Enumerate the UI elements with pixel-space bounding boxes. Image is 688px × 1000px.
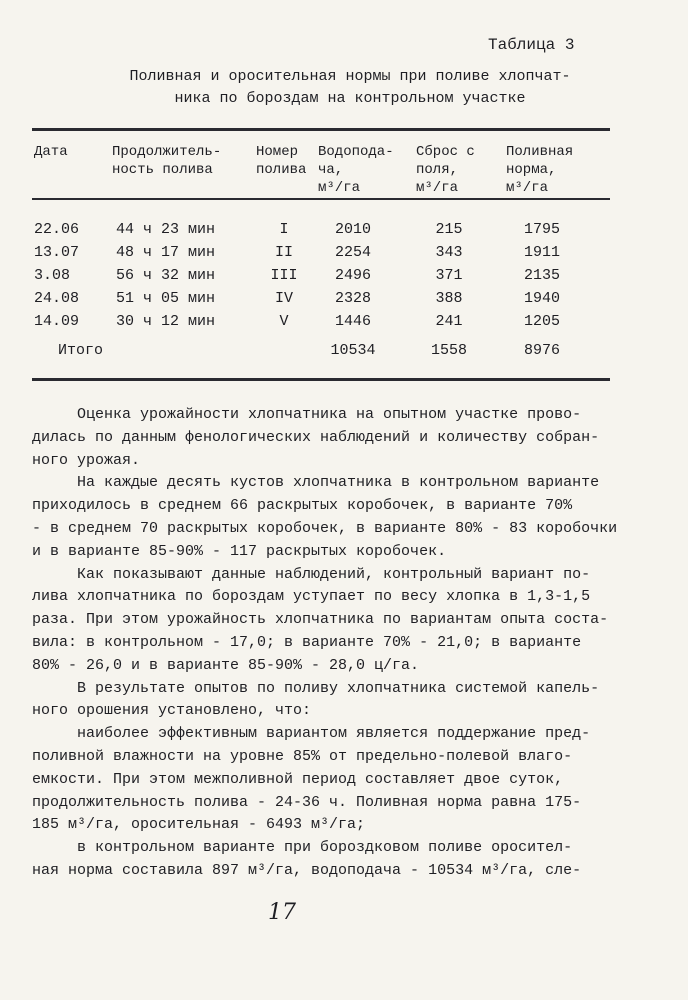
- text-line: На каждые десять кустов хлопчатника в контрольном варианте: [32, 474, 600, 492]
- column-header-irrigation-number: Номер полива: [256, 144, 307, 178]
- text-line: поливной влажности на уровне 85% от предельно-полевой влаго-: [32, 747, 573, 765]
- cell-number: III: [270, 267, 298, 284]
- cell-date: 13.07: [34, 244, 80, 261]
- text-line: приходилось в среднем 66 раскрытых коробочек, в варианте 70%: [32, 497, 573, 515]
- column-header-date: Дата: [34, 144, 68, 160]
- column-header-discharge: Сброс с поля, м³/га: [416, 144, 475, 196]
- text-line: и в варианте 85-90% - 117 раскрытых коробочек.: [32, 542, 447, 560]
- table-label: Таблица 3: [488, 36, 575, 54]
- cell-date: 3.08: [34, 267, 71, 284]
- text-line: емкости. При этом межполивной период составляет двое суток,: [32, 770, 564, 788]
- cell-supply: 2010: [334, 221, 371, 238]
- cell-number: II: [274, 244, 293, 261]
- text-line: раза. При этом урожайность хлопчатника по вариантам опыта соста-: [32, 611, 609, 629]
- total-discharge: 1558: [430, 342, 467, 359]
- body-text: [32, 404, 622, 883]
- column-header-water-supply: Водопода- ча, м³/га: [318, 144, 394, 196]
- cell-supply: 2254: [334, 244, 371, 261]
- text-line: ного орошения установлено, что:: [32, 702, 312, 720]
- cell-discharge: 215: [435, 221, 463, 238]
- text-line: Оценка урожайности хлопчатника на опытном участке прово-: [32, 406, 582, 423]
- text-line: 185 м³/га, оросительная - 6493 м³/га;: [32, 816, 366, 834]
- cell-duration: 44 ч 23 мин: [116, 221, 216, 238]
- cell-norm: 1795: [523, 221, 560, 238]
- text-line: лива хлопчатника по бороздам уступает по весу хлопка в 1,3-1,5: [32, 588, 591, 606]
- text-line: наиболее эффективным вариантом является поддержание пред-: [32, 725, 591, 743]
- cell-discharge: 241: [435, 313, 463, 330]
- text-line: Как показывают данные наблюдений, контрольный вариант по-: [32, 565, 591, 583]
- table-header-rule: [32, 198, 610, 200]
- table-top-rule: [32, 128, 610, 131]
- cell-date: 22.06: [34, 221, 80, 238]
- text-line: продолжительность полива - 24-36 ч. Поливная норма равна 175-: [32, 793, 582, 811]
- cell-date: 14.09: [34, 313, 80, 330]
- cell-number: IV: [274, 290, 293, 307]
- column-header-irrigation-norm: Поливная норма, м³/га: [506, 144, 574, 196]
- cell-supply: 2328: [334, 290, 371, 307]
- table-title: [80, 66, 620, 110]
- cell-duration: 51 ч 05 мин: [116, 290, 216, 307]
- table-bottom-rule: [32, 378, 610, 381]
- text-line: вила: в контрольном - 17,0; в варианте 70% - 21,0; в варианте: [32, 633, 582, 651]
- cell-date: 24.08: [34, 290, 80, 307]
- cell-norm: 1205: [523, 313, 560, 330]
- cell-supply: 2496: [334, 267, 371, 284]
- cell-norm: 1940: [523, 290, 560, 307]
- text-line: В результате опытов по поливу хлопчатника системой капель-: [32, 679, 600, 697]
- text-line: дилась по данным фенологических наблюдений и количеству собран-: [32, 428, 600, 446]
- cell-number: I: [279, 221, 289, 238]
- title-line: ника по бороздам на контрольном участке: [174, 90, 526, 107]
- text-line: ная норма составила 897 м³/га, водоподача - 10534 м³/га, сле-: [32, 861, 582, 879]
- page-number: 17: [268, 900, 296, 925]
- cell-supply: 1446: [334, 313, 371, 330]
- column-header-duration: Продолжитель- ность полива: [112, 144, 222, 178]
- total-supply: 10534: [330, 342, 376, 359]
- text-line: ного урожая.: [32, 451, 141, 469]
- cell-norm: 1911: [523, 244, 560, 261]
- cell-duration: 30 ч 12 мин: [116, 313, 216, 330]
- cell-discharge: 343: [435, 244, 463, 261]
- text-line: 80% - 26,0 и в варианте 85-90% - 28,0 ц/га.: [32, 656, 420, 674]
- cell-discharge: 388: [435, 290, 463, 307]
- cell-duration: 56 ч 32 мин: [116, 267, 216, 284]
- cell-discharge: 371: [435, 267, 463, 284]
- text-line: в контрольном варианте при бороздковом поливе оросител-: [32, 839, 573, 857]
- text-line: - в среднем 70 раскрытых коробочек, в варианте 80% - 83 коробочки: [32, 519, 618, 537]
- cell-norm: 2135: [523, 267, 560, 284]
- total-norm: 8976: [523, 342, 560, 359]
- cell-duration: 48 ч 17 мин: [116, 244, 216, 261]
- total-label: Итого: [58, 342, 104, 359]
- title-line: Поливная и оросительная нормы при поливе хлопчат-: [129, 68, 571, 85]
- cell-number: V: [279, 313, 289, 330]
